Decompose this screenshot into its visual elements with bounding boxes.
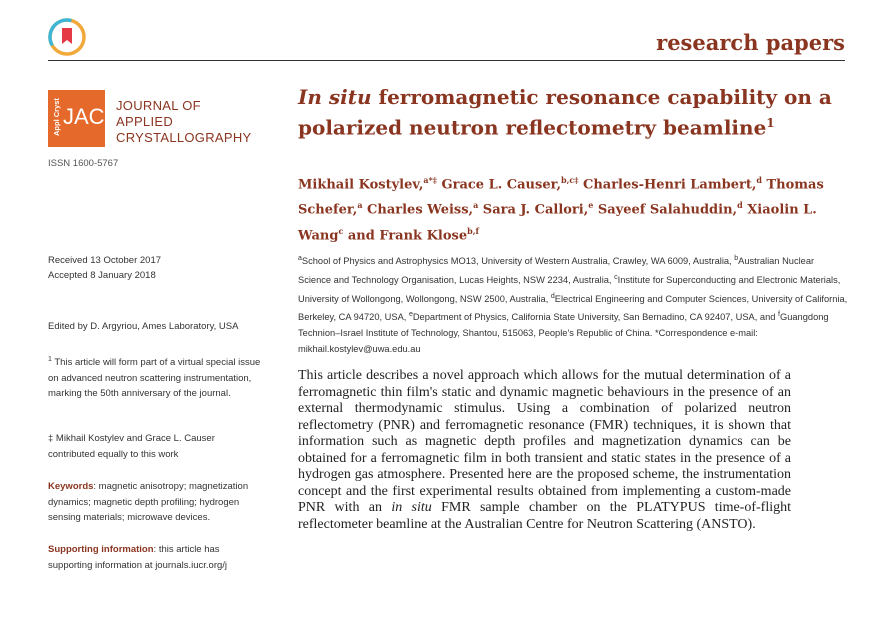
- accepted-date: Accepted 8 January 2018: [48, 270, 156, 281]
- abstract: [298, 368, 791, 533]
- issn: ISSN 1600-5767: [48, 158, 119, 169]
- author-name: Grace L. Causer,: [436, 177, 562, 193]
- keywords: [48, 479, 263, 526]
- keywords-label: Keywords: [48, 481, 94, 492]
- logo-abbrev: JAC: [63, 104, 105, 129]
- section-header: research papers: [656, 30, 845, 55]
- footnote-mark: 1: [48, 356, 52, 363]
- abstract-text-end: FMR sample chamber on the PLATYPUS time-of-flight reflectometer beamline at the Australian Centre for Neutron Scattering (ANSTO).: [298, 500, 791, 532]
- author-affiliation-mark: d: [737, 200, 743, 211]
- title-text: ferromagnetic resonance capability on a polarized neutron reflectometry beamline: [298, 85, 832, 140]
- affiliation-text: Department of Physics, California State University, San Bernadino, CA 92407, USA, and: [412, 312, 779, 323]
- journal-name-line: APPLIED: [116, 114, 174, 129]
- affiliation-text: *Correspondence e-mail: mikhail.kostylev@uwa.edu.au: [298, 328, 758, 354]
- title-italic: In situ: [298, 85, 372, 109]
- journal-name-line: CRYSTALLOGRAPHY: [116, 130, 252, 145]
- affiliation-text: School of Physics and Astrophysics MO13, University of Western Australia, Crawley, WA 6009, Australia,: [301, 256, 735, 267]
- author-affiliation-mark: a: [473, 200, 479, 211]
- author-affiliation-mark: d: [756, 175, 762, 185]
- received-date: Received 13 October 2017: [48, 255, 162, 266]
- author-name: and Frank Klose: [343, 227, 468, 243]
- author-affiliation-mark: a: [357, 200, 363, 211]
- journal-name: [116, 98, 252, 146]
- author-name: Charles-Henri Lambert,: [578, 177, 757, 193]
- header-rule: [48, 60, 845, 61]
- affiliation-mark: a: [298, 255, 302, 262]
- affiliation-mark: e: [408, 311, 413, 319]
- author-name: Sara J. Callori,: [478, 202, 589, 218]
- equal-contribution-note: ‡ Mikhail Kostylev and Grace L. Causer contributed equally to this work: [48, 433, 215, 460]
- author-affiliation-mark: e: [588, 200, 594, 211]
- author-name: Charles Weiss,: [362, 202, 474, 218]
- journal-name-line: JOURNAL OF: [116, 98, 201, 113]
- keywords-text: : magnetic anisotropy; magnetization dynamics; magnetic depth profiling; hydrogen sensing materials; microwave devices.: [48, 481, 249, 523]
- article-title: [298, 84, 838, 141]
- affiliation-mark: d: [550, 292, 555, 300]
- affiliation-mark: b: [734, 255, 739, 262]
- affiliation-text: Guangdong Technion–Israel Institute of Technology, Shantou, 515063, People's Republic of China.: [298, 312, 829, 339]
- abstract-italic: in situ: [391, 500, 432, 515]
- author-affiliation-mark: b,f: [467, 225, 479, 236]
- affiliations: [298, 251, 848, 358]
- edited-by: Edited by D. Argyriou, Ames Laboratory, USA: [48, 321, 239, 332]
- title-footnote-mark: 1: [766, 116, 775, 130]
- author-name: Thomas Schefer,: [298, 177, 824, 218]
- affiliation-mark: c: [614, 273, 618, 281]
- author-name: Sayeef Salahuddin,: [593, 202, 738, 218]
- abstract-text: This article describes a novel approach which allows for the mutual determination of a ferromagnetic thin film's static and dynamic magnetic behaviours in the presence of an external thermodynamic stimulus. Using a combination of polarized neutron reflectometry (PNR) and ferromagnetic resonance (FMR) techniques, it is shown that information such as magnetic depth profiles and magnetization dynamics can be obtained for a ferromagnetic film in both transient and static states in the presence of a hydrogen gas atmosphere. Presented here are the proposed scheme, the instrumentation concept and the first experimental results obtained from implementing a custom-made PNR with an: [298, 368, 791, 515]
- journal-logo[interactable]: [48, 90, 105, 147]
- author-affiliation-mark: b,c‡: [561, 175, 579, 185]
- author-name: Xiaolin L. Wang: [298, 202, 817, 243]
- affiliation-text: Electrical Engineering and Computer Sciences, University of California, Berkeley, CA 94720, USA,: [298, 293, 848, 323]
- author-name: Mikhail Kostylev,: [298, 177, 424, 193]
- affiliation-text: Australian Nuclear Science and Technology Organisation, Lucas Heights, NSW 2234, Australia,: [298, 256, 815, 285]
- author-affiliation-mark: c: [338, 225, 344, 236]
- footnote: [48, 352, 263, 402]
- author-affiliation-mark: a*‡: [423, 175, 437, 185]
- supporting-label: Supporting information: [48, 544, 154, 555]
- author-list: [298, 170, 848, 246]
- affiliation-text: Institute for Superconducting and Electronic Materials, University of Wollongong, Wollongong, NSW 2500, Australia,: [298, 274, 841, 304]
- footnote-text: This article will form part of a virtual special issue on advanced neutron scattering instrumentation, marking the 50th anniversary of the journal.: [48, 357, 261, 400]
- supporting-link[interactable]: : this article has supporting information at journals.iucr.org/j: [48, 544, 228, 571]
- supporting-info: [48, 542, 253, 573]
- crossmark-icon[interactable]: [48, 18, 86, 56]
- affiliation-mark: f: [778, 311, 780, 319]
- logo-side-text: Appl Cryst: [52, 98, 61, 136]
